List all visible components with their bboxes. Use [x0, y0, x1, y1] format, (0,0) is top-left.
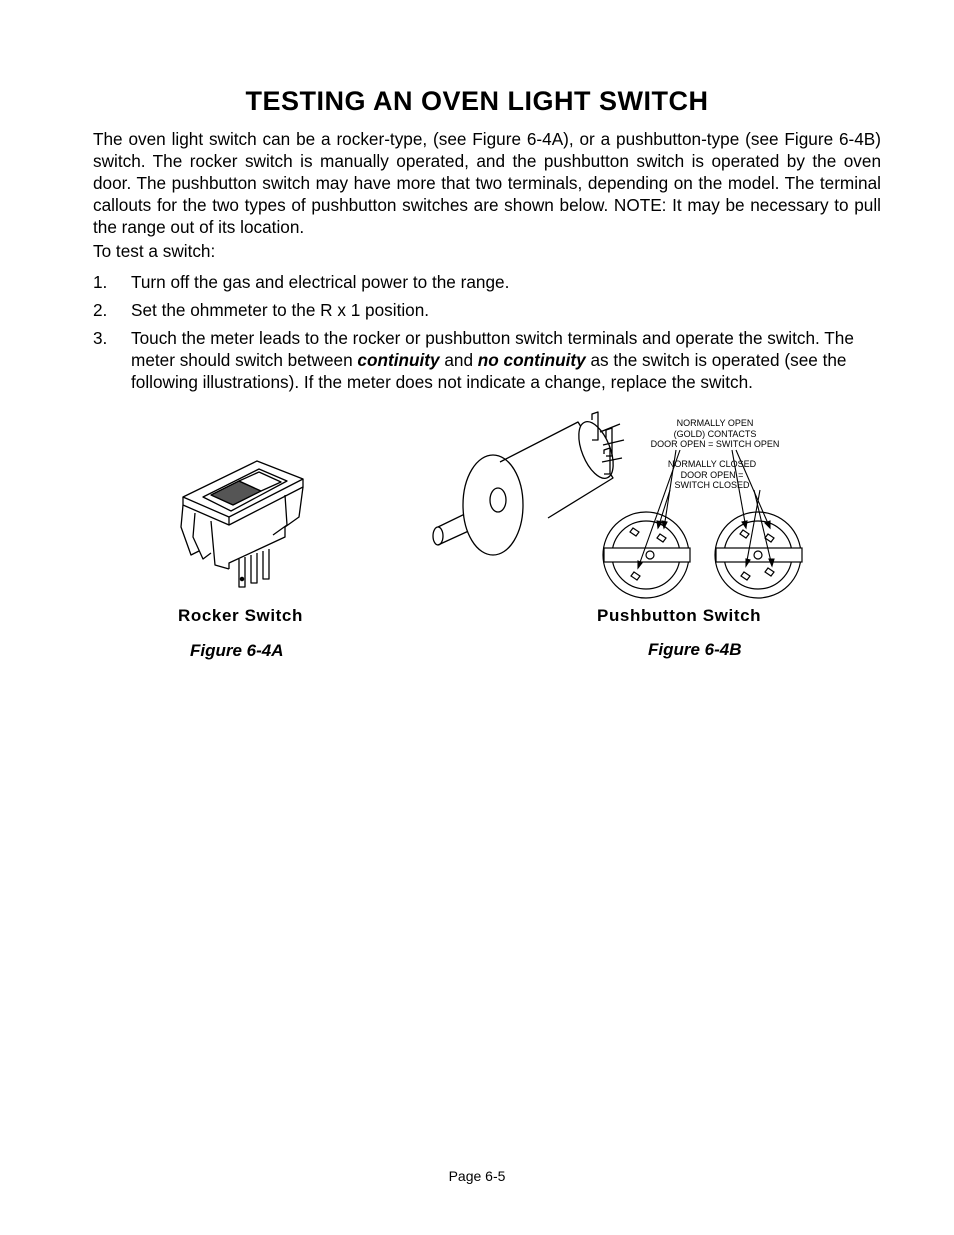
step-number: 1.	[93, 272, 108, 292]
callout-line: NORMALLY OPEN	[676, 418, 754, 428]
step-text-part: and	[439, 350, 478, 370]
callout-line: DOOR OPEN = SWITCH OPEN	[650, 439, 780, 449]
figure-b-caption: Pushbutton Switch	[597, 606, 762, 625]
emphasis-continuity: continuity	[357, 350, 440, 370]
step-text: Turn off the gas and electrical power to the range.	[131, 272, 510, 292]
callout-line: SWITCH CLOSED	[674, 480, 750, 490]
step-text-part: as the switch is operated (see the following illustrations). If the meter does not indicate a change, replace the switch.	[131, 350, 847, 392]
page-number: Page 6-5	[448, 1168, 506, 1184]
callout-line: DOOR OPEN =	[680, 469, 744, 480]
callout-line: NORMALLY CLOSED	[667, 459, 757, 469]
figure-a-caption: Rocker Switch	[178, 606, 303, 625]
step-text	[131, 327, 881, 393]
figure-a-label: Figure 6-4A	[190, 641, 284, 660]
rocker-switch-illustration	[175, 455, 315, 595]
step-number: 2.	[93, 300, 108, 320]
callout-line: (GOLD) CONTACTS	[673, 428, 757, 439]
step-text-part: Touch the meter leads to the rocker or pushbutton switch terminals and operate the switch. The meter should switch between	[131, 328, 854, 370]
callout-normally-closed	[640, 459, 790, 491]
steps-lead: To test a switch:	[93, 241, 216, 261]
page-title: TESTING AN OVEN LIGHT SWITCH	[245, 86, 709, 116]
emphasis-no-continuity: no continuity	[477, 350, 586, 370]
intro-paragraph: The oven light switch can be a rocker-type, (see Figure 6-4A), or a pushbutton-type (see Figure 6-4B) switch. The rocker switch is manually operated, and the pushbutton switch is operated by the oven door. The pushbutton switch may have more that two terminals, depending on the model. The terminal callouts for the two types of pushbutton switches are shown below. NOTE: It may be necessary to pull the range out of its location.	[93, 129, 881, 237]
figure-b-label: Figure 6-4B	[648, 640, 742, 659]
step-text: Set the ohmmeter to the R x 1 position.	[131, 300, 430, 320]
step-number: 3.	[93, 328, 108, 348]
callout-normally-open	[640, 418, 790, 450]
